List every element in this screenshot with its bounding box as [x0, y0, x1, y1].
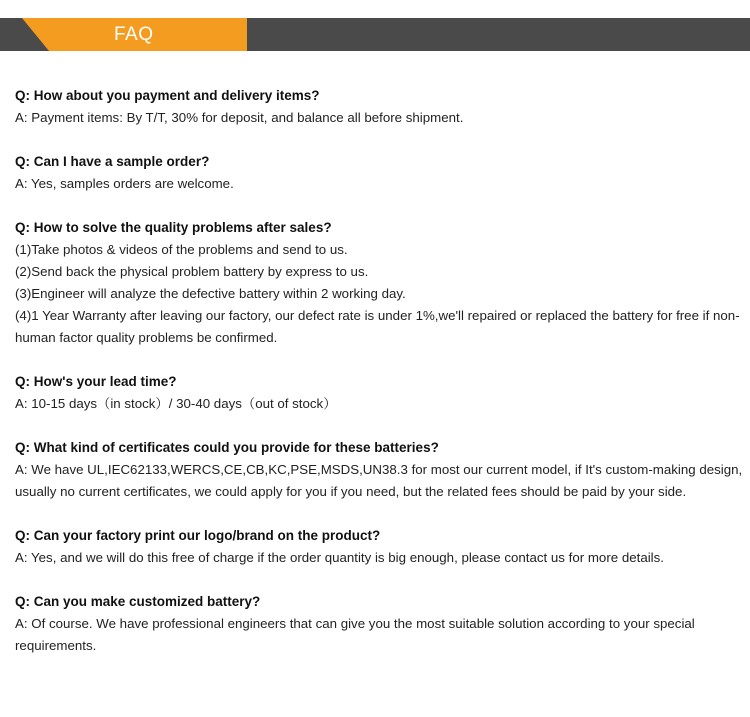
page-title: FAQ	[114, 24, 154, 45]
faq-question: Q: How to solve the quality problems after sales?	[15, 220, 332, 235]
faq-answer: A: We have UL,IEC62133,WERCS,CE,CB,KC,PSE,MSDS,UN38.3 for most our current model, if It's custom-making design, usually no current certificates, we could apply for you if you need, but the related fees should be paid by your side.	[15, 462, 743, 499]
faq-answer: A: 10-15 days（in stock）/ 30-40 days（out of stock）	[15, 396, 337, 411]
faq-answer-line: (1)Take photos & videos of the problems and send to us.	[15, 242, 348, 257]
faq-item-certificates	[15, 437, 743, 503]
faq-answer: A: Payment items: By T/T, 30% for deposit, and balance all before shipment.	[15, 110, 464, 125]
faq-question: Q: How about you payment and delivery items?	[15, 88, 320, 103]
faq-answer: A: Yes, and we will do this free of charge if the order quantity is big enough, please contact us for more details.	[15, 550, 664, 565]
faq-question: Q: Can you make customized battery?	[15, 594, 261, 609]
faq-question: Q: Can I have a sample order?	[15, 154, 210, 169]
faq-question: Q: What kind of certificates could you provide for these batteries?	[15, 440, 439, 455]
faq-question: Q: Can your factory print our logo/brand on the product?	[15, 528, 381, 543]
faq-item-quality	[15, 217, 743, 349]
faq-answer: A: Of course. We have professional engineers that can give you the most suitable solution according to your special requirements.	[15, 616, 695, 653]
faq-item-payment	[15, 85, 743, 129]
faq-banner	[0, 18, 750, 51]
faq-item-customized	[15, 591, 743, 657]
faq-answer: A: Yes, samples orders are welcome.	[15, 176, 234, 191]
faq-answer-line: (4)1 Year Warranty after leaving our factory, our defect rate is under 1%,we'll repaired or replaced the battery for free if non-human factor quality problems be confirmed.	[15, 308, 740, 345]
faq-item-logo	[15, 525, 743, 569]
faq-answer-line: (2)Send back the physical problem battery by express to us.	[15, 264, 369, 279]
faq-item-lead-time	[15, 371, 743, 415]
faq-question: Q: How's your lead time?	[15, 374, 177, 389]
faq-item-sample	[15, 151, 743, 195]
faq-list	[15, 85, 743, 679]
faq-answer-line: (3)Engineer will analyze the defective battery within 2 working day.	[15, 286, 406, 301]
